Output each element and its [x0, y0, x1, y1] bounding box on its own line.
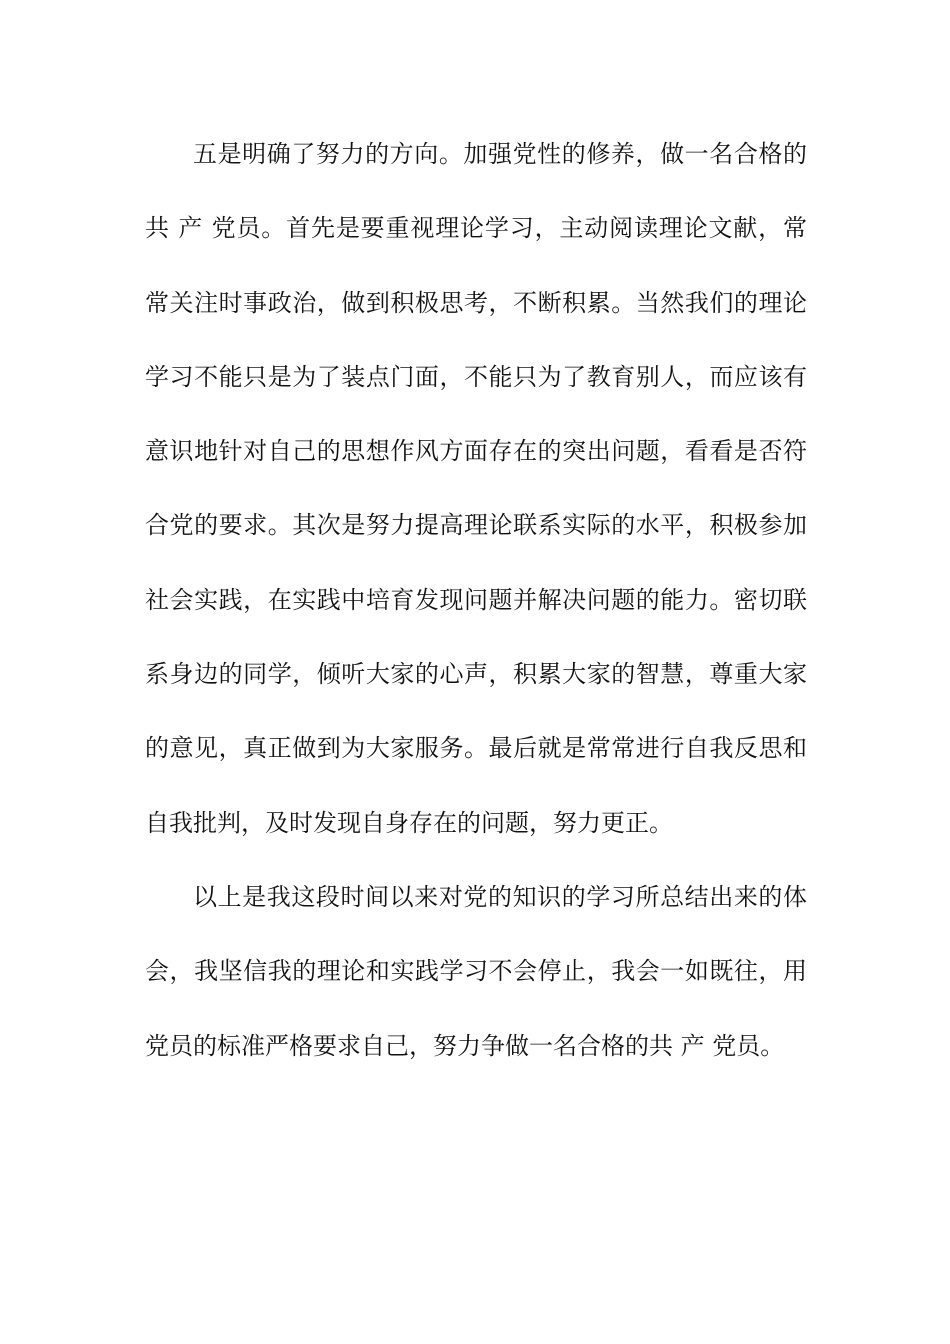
text-line: 合党的要求。其次是努力提高理论联系实际的水平，积极参加	[145, 511, 807, 540]
text-line: 系身边的同学，倾听大家的心声，积累大家的智慧，尊重大家	[145, 660, 807, 689]
text-line: 党员的标准严格要求自己，努力争做一名合格的共 产 党员。	[145, 1031, 785, 1060]
text-line: 常关注时事政治，做到积极思考，不断积累。当然我们的理论	[145, 288, 807, 317]
text-line: 自我批判，及时发现自身存在的问题，努力更正。	[145, 808, 673, 837]
text-line: 会，我坚信我的理论和实践学习不会停止，我会一如既往，用	[145, 957, 807, 986]
text-line: 社会实践，在实践中培育发现问题并解决问题的能力。密切联	[145, 585, 807, 614]
text-line: 的意见，真正做到为大家服务。最后就是常常进行自我反思和	[145, 734, 807, 763]
text-line: 五是明确了努力的方向。加强党性的修养，做一名合格的	[193, 140, 807, 168]
text-line: 共 产 党员。首先是要重视理论学习，主动阅读理论文献，常	[145, 214, 807, 243]
text-line: 以上是我这段时间以来对党的知识的学习所总结出来的体	[193, 882, 807, 911]
text-line: 意识地针对自己的思想作风方面存在的突出问题，看看是否符	[145, 437, 807, 466]
text-line: 学习不能只是为了装点门面，不能只为了教育别人，而应该有	[145, 362, 807, 391]
body-text	[145, 130, 807, 1096]
